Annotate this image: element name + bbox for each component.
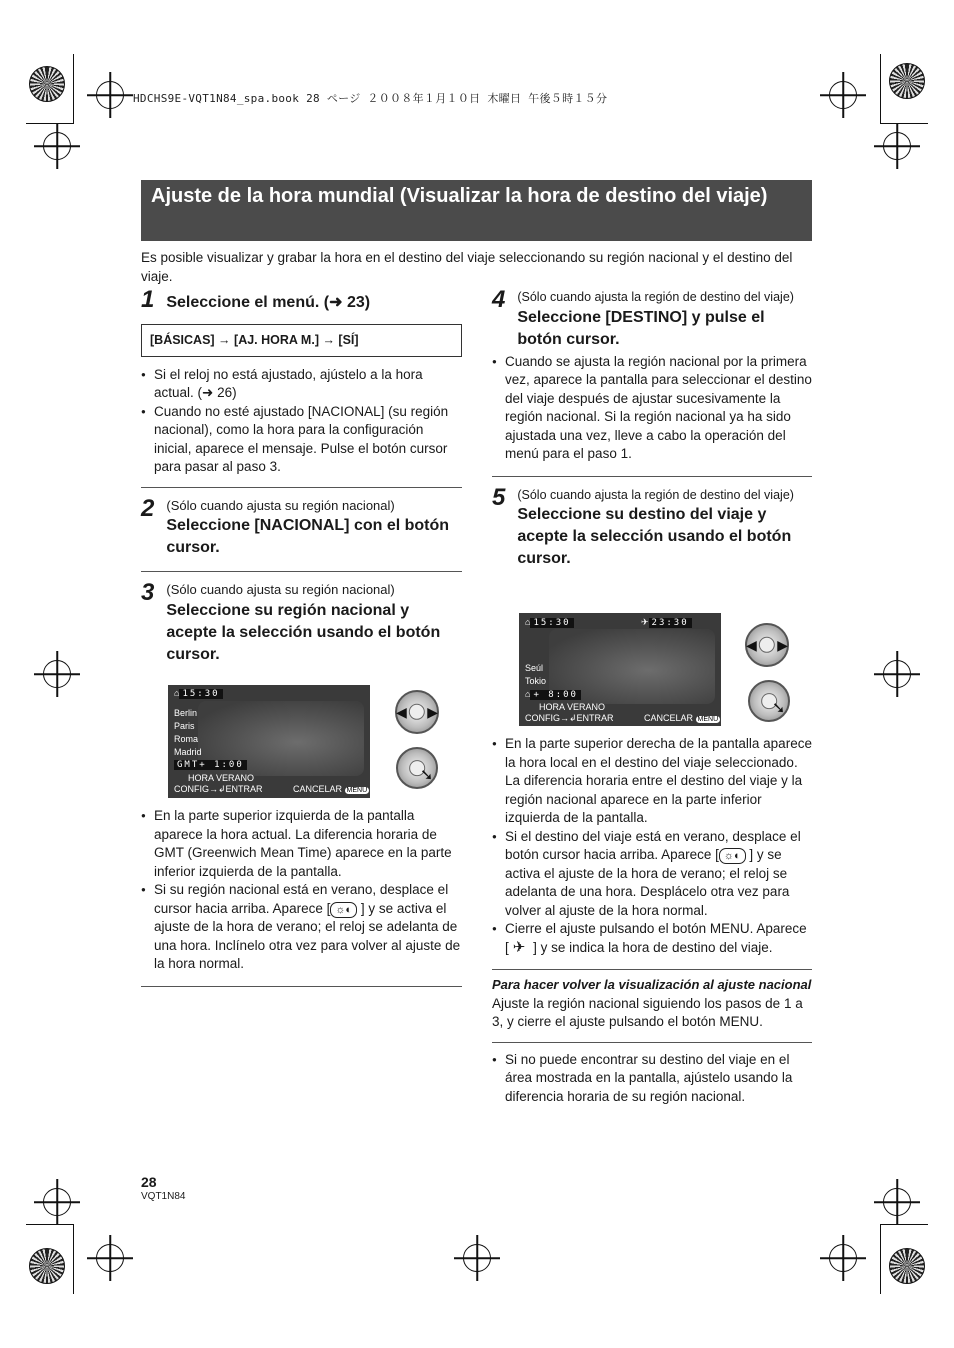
step-number: 3 xyxy=(141,579,155,606)
summer-label: HORA VERANO xyxy=(539,702,606,712)
crop-mark xyxy=(26,123,74,124)
step-1-heading xyxy=(141,288,462,314)
page-number: 28 xyxy=(141,1174,157,1190)
note-text: Ajuste la región nacional siguiendo los pasos de 1 a 3, y cierre el ajuste pulsando el botón MENU. xyxy=(492,995,803,1029)
step-subtitle: (Sólo cuando ajusta su región nacional) xyxy=(166,497,395,513)
step-3-heading xyxy=(141,581,462,666)
list-item: ● Cuando se ajusta la región nacional por la primera vez, aparece la pantalla para seleccionar el destino del viaje después de ajustar sucesivamente la región nacional. Si la región nacional ya ha sido ajustada una vez, lleve a cabo la operación del menú para el paso 1. xyxy=(492,353,812,464)
camera-screen-home xyxy=(168,685,370,798)
step-subtitle: (Sólo cuando ajusta la región de destino del viaje) xyxy=(517,487,794,502)
config-label: CONFIG→↲ENTRAR xyxy=(174,784,263,794)
right-column xyxy=(492,288,812,570)
crop-mark xyxy=(880,1224,928,1225)
registration-target-icon xyxy=(829,81,857,109)
intro-text: Es posible visualizar y grabar la hora en el destino del viaje seleccionando su región nacional y el destino del viaje. xyxy=(141,250,793,284)
step-number: 2 xyxy=(141,494,155,522)
registration-target-icon xyxy=(43,1188,71,1216)
summer-time-icon: ☼◐ xyxy=(330,902,357,918)
cancel-label: CANCELAR MENU xyxy=(293,784,368,794)
registration-target-icon xyxy=(463,1244,491,1272)
cursor-press-icon: ➘ xyxy=(396,747,438,789)
city-label: Roma xyxy=(174,734,199,744)
step-4-heading xyxy=(492,288,812,351)
city-label: Paris xyxy=(174,721,195,731)
registration-sun-icon xyxy=(29,1248,65,1284)
step-5-heading xyxy=(492,483,812,571)
crop-mark xyxy=(880,123,928,124)
divider xyxy=(141,986,462,987)
model-code: VQT1N84 xyxy=(141,1191,186,1202)
registration-sun-icon xyxy=(889,63,925,99)
step-title: Seleccione su destino del viaje y acepte la selección usando el botón cursor. xyxy=(517,506,792,567)
step-subtitle: (Sólo cuando ajusta la región de destino del viaje) xyxy=(517,290,794,304)
list-item: ● Si el destino del viaje está en verano, desplace el botón cursor hacia arriba. Aparece [ ☼◐ ] y se activa el ajuste de la hora de verano; el reloj se adelanta de una hora. Desplácelo otra vez para volver al ajuste de la hora normal. xyxy=(492,828,812,921)
city-label: Tokio xyxy=(525,676,547,686)
step-subtitle: (Sólo cuando ajusta su región nacional) xyxy=(166,582,395,597)
registration-sun-icon xyxy=(29,66,65,102)
page-title: Ajuste de la hora mundial (Visualizar la hora de destino del viaje) xyxy=(141,180,812,241)
crop-mark xyxy=(26,1224,74,1225)
summer-label: HORA VERANO xyxy=(188,773,255,783)
list-item: ● En la parte superior izquierda de la pantalla aparece la hora actual. La diferencia horaria de GMT (Greenwich Mean Time) aparece en la parte inferior izquierda de la pantalla. xyxy=(141,807,462,881)
plane-icon: ✈ xyxy=(512,938,526,956)
step-3-bullets xyxy=(141,807,462,974)
registration-target-icon xyxy=(883,132,911,160)
camera-screen-destination xyxy=(519,613,721,726)
registration-target-icon xyxy=(96,81,124,109)
crop-mark xyxy=(880,54,881,124)
registration-target-icon xyxy=(883,1188,911,1216)
registration-sun-icon xyxy=(889,1248,925,1284)
cursor-press-icon: ➘ xyxy=(748,680,790,722)
list-item: ● Si el reloj no está ajustado, ajústelo a la hora actual. (➜ 26) xyxy=(141,366,462,403)
divider xyxy=(492,969,812,970)
registration-target-icon xyxy=(883,660,911,688)
gmt-offset: GMT+ 1:00 xyxy=(174,760,247,770)
cursor-button-icon: ◀ ▶ xyxy=(745,623,789,667)
step-3-notes xyxy=(141,807,462,987)
step-2-heading xyxy=(141,494,462,560)
crop-mark xyxy=(880,1224,881,1294)
divider xyxy=(492,1042,812,1043)
step-number: 4 xyxy=(492,286,506,313)
step-4-bullets xyxy=(492,353,812,464)
cancel-label: CANCELAR MENU xyxy=(644,713,719,723)
list-item: ● Si no puede encontrar su destino del viaje en el área mostrada en la pantalla, ajústelo usando la diferencia horaria de su región nacional. xyxy=(492,1051,812,1107)
registration-target-icon xyxy=(829,1244,857,1272)
step-title: Seleccione [DESTINO] y pulse el botón cursor. xyxy=(517,308,765,348)
crop-mark xyxy=(73,1224,74,1294)
city-label: Berlin xyxy=(174,708,198,718)
note-title: Para hacer volver la visualización al ajuste nacional xyxy=(492,977,812,992)
list-item: ● En la parte superior derecha de la pantalla aparece la hora local en el destino del viaje seleccionado. La diferencia horaria entre el destino del viaje y la región nacional aparece en la parte inferior izquierda de la pantalla. xyxy=(492,735,812,828)
divider xyxy=(141,487,462,488)
registration-target-icon xyxy=(43,132,71,160)
registration-target-icon xyxy=(96,1244,124,1272)
time-difference: ⌂ + 8:00 xyxy=(525,689,581,700)
cursor-button-icon: ◀ ▶ xyxy=(395,690,439,734)
step-title: Seleccione el menú. (➜ 23) xyxy=(166,294,371,311)
registration-target-icon xyxy=(43,660,71,688)
home-time: ⌂ 15:30 xyxy=(174,688,223,699)
step-title: Seleccione [NACIONAL] con el botón cursor. xyxy=(166,517,450,556)
menu-path-box: [BÁSICAS] → [AJ. HORA M.] → [SÍ] xyxy=(141,324,462,357)
step-1-bullets xyxy=(141,366,462,477)
config-label: CONFIG→↲ENTRAR xyxy=(525,713,614,723)
final-bullets xyxy=(492,1051,812,1107)
destination-time: ✈ 23:30 xyxy=(641,617,692,628)
step-number: 1 xyxy=(141,286,155,313)
divider xyxy=(141,571,462,572)
city-label: Madrid xyxy=(174,747,202,757)
home-time: ⌂ 15:30 xyxy=(525,617,574,628)
print-header: HDCHS9E-VQT1N84_spa.book 28 ページ ２００８年１月１０日 木曜日 午後５時１５分 xyxy=(133,92,608,105)
list-item: ● Cierre el ajuste pulsando el botón MENU. Aparece [ ✈ ] y se indica la hora de destino del viaje. xyxy=(492,920,812,957)
left-column xyxy=(141,288,462,666)
divider xyxy=(492,476,812,477)
summer-time-icon: ☼◐ xyxy=(719,848,746,864)
step-title: Seleccione su región nacional y acepte la selección usando el botón cursor. xyxy=(166,601,441,663)
city-label: Seúl xyxy=(525,663,544,673)
list-item: ● Si su región nacional está en verano, desplace el cursor hacia arriba. Aparece [ ☼◐ ] y se activa el ajuste de la hora de verano; el reloj se adelanta de una hora. Inclínelo otra vez para volver al ajuste de la hora normal. xyxy=(141,881,462,974)
step-5-notes xyxy=(492,735,812,1106)
crop-mark xyxy=(73,54,74,124)
list-item: ● Cuando no esté ajustado [NACIONAL] (su región nacional), como la hora para la configuración inicial, aparece el mensaje. Pulse el botón cursor para pasar al paso 3. xyxy=(141,403,462,477)
step-number: 5 xyxy=(492,483,506,511)
step-5-bullets xyxy=(492,735,812,957)
